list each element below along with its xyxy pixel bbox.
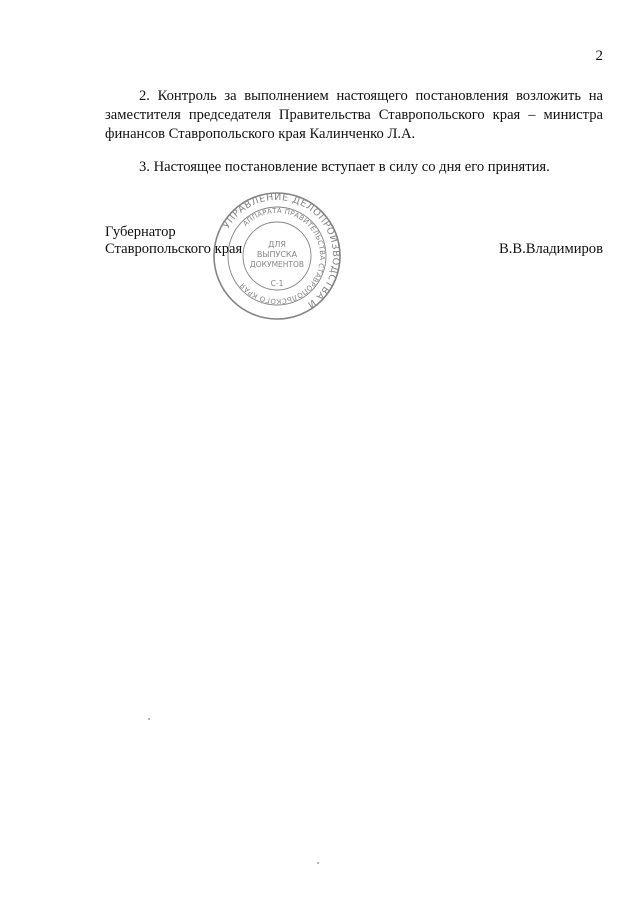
signatory-name: В.В.Владимиров (498, 241, 603, 257)
scan-speck (317, 862, 319, 864)
seal-code: С-1 (270, 279, 284, 288)
seal-outer-text: УПРАВЛЕНИЕ ДЕЛОПРОИЗВОДСТВА И (221, 192, 342, 311)
seal-center-line-2: ВЫПУСКА (256, 250, 298, 259)
official-seal-stamp (206, 192, 348, 320)
paragraph-2: 2. Контроль за выполнением настоящего постановления возложить на заместителя председателя Правительства Ставропольского края – министра финансов Ставропольского края Калинченко Л.А. (105, 88, 603, 142)
paragraph-3: 3. Настоящее постановление вступает в силу со дня его принятия. (139, 159, 550, 175)
scan-speck (148, 718, 150, 720)
position-line-2: Ставропольского края (105, 241, 243, 257)
position-line-1: Губернатор (105, 224, 176, 240)
seal-center-line-3: ДОКУМЕНТОВ (249, 260, 305, 269)
seal-inner-text: АППАРАТА ПРАВИТЕЛЬСТВА СТАВРОПОЛЬСКОГО КРАЯ (238, 206, 327, 306)
seal-center-line-1: ДЛЯ (268, 240, 286, 249)
page-number: 2 (595, 48, 603, 64)
